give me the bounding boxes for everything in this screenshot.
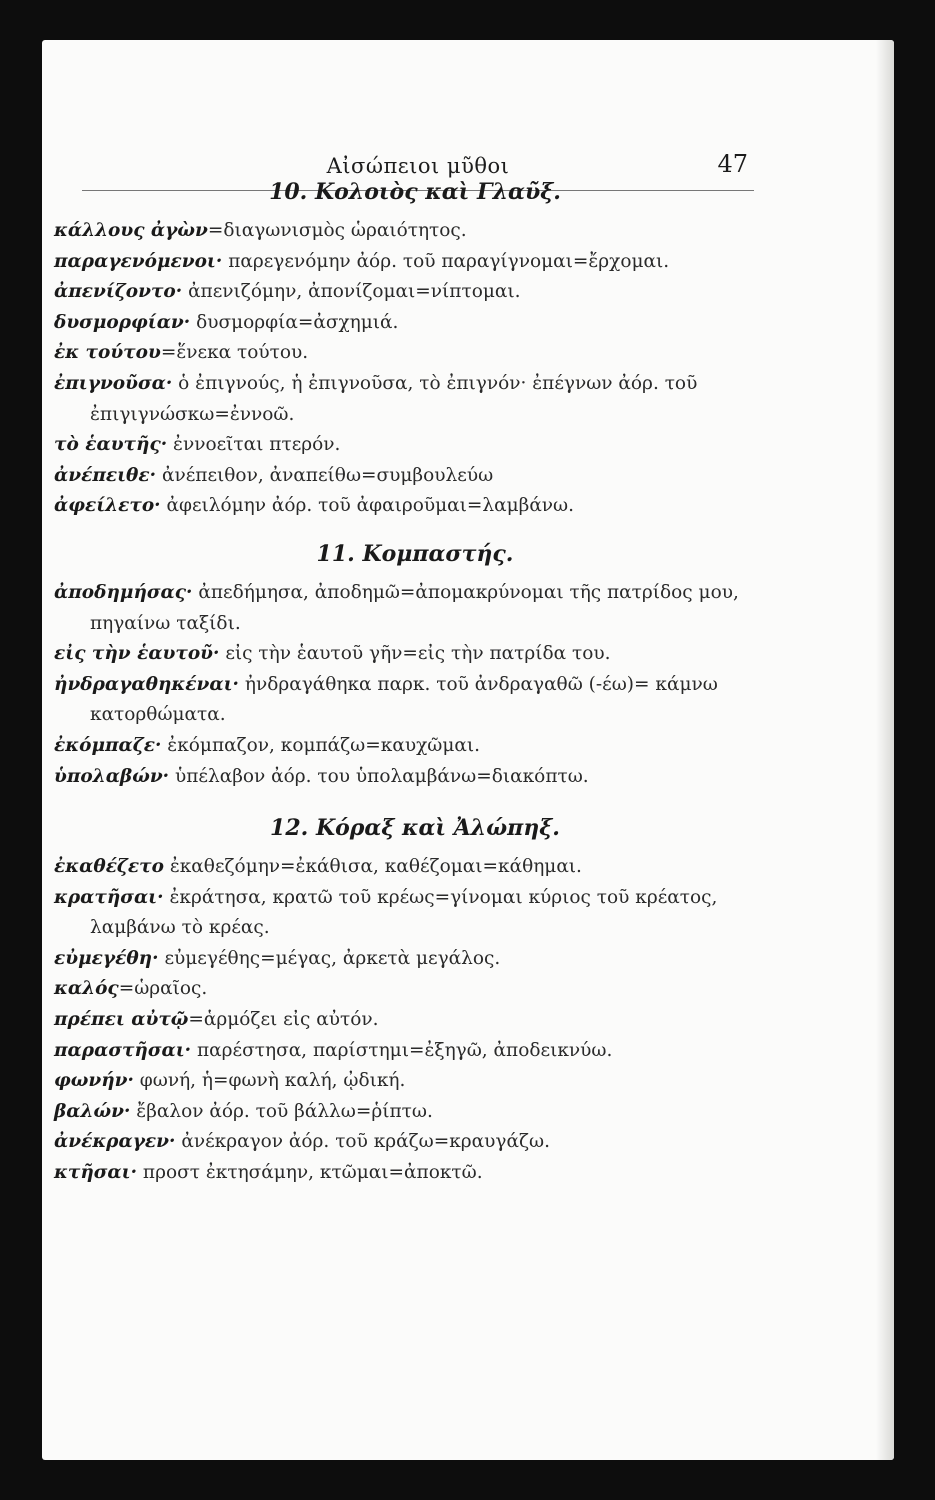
- headword: τὸ ἑαυτῆς·: [54, 434, 168, 456]
- gloss: ἀπενιζόμην, ἀπονίζομαι=νίπτομαι.: [182, 281, 521, 303]
- headword: ἀφείλετο·: [54, 495, 161, 517]
- section-11: [54, 530, 744, 792]
- headword: ἐκ τούτου: [54, 342, 161, 364]
- glossary-entry: [54, 578, 744, 639]
- gloss: ὁ ἐπιγνούς, ἡ ἐπιγνοῦσα, τὸ ἐπιγνόν· ἐπέγνων ἀόρ. τοῦ ἐπιγιγνώσκω=ἐννοῶ.: [90, 372, 698, 425]
- gloss: προστ ἐκτησάμην, κτῶμαι=ἀποκτῶ.: [137, 1162, 483, 1184]
- page-gutter-shadow: [876, 40, 894, 1460]
- gloss: ὑπέλαβον ἀόρ. του ὑπολαμβάνω=διακόπτω.: [169, 765, 589, 787]
- gloss: ἐννοεῖται πτερόν.: [167, 434, 341, 456]
- glossary-entry: [54, 338, 744, 369]
- section-12: [54, 804, 744, 1189]
- glossary-content: [54, 168, 744, 1189]
- headword: ἀνέπειθε·: [54, 464, 157, 486]
- glossary-entry: [54, 1158, 744, 1189]
- glossary-entry: [54, 974, 744, 1005]
- gloss: εὐμεγέθης=μέγας, ἀρκετὰ μεγάλος.: [158, 947, 501, 969]
- headword: παραστῆσαι·: [54, 1039, 192, 1061]
- headword: δυσμορφίαν·: [54, 311, 191, 333]
- section-title: 10. Κολοιὸς καὶ Γλαῦξ.: [269, 179, 561, 205]
- gloss: =ἕνεκα τούτου.: [160, 342, 309, 364]
- headword: ἐπιγνοῦσα·: [54, 372, 173, 394]
- headword: εἰς τὴν ἑαυτοῦ·: [54, 643, 220, 665]
- section-title: 11. Κομπαστής.: [316, 540, 514, 567]
- section-10: [54, 168, 744, 522]
- glossary-entry: [54, 1005, 744, 1036]
- headword: πρέπει αὐτῷ: [54, 1009, 189, 1031]
- gloss: ἐκαθεζόμην=ἐκάθισα, καθέζομαι=κάθημαι.: [163, 856, 582, 878]
- gloss: ἀπεδήμησα, ἀποδημῶ=ἀπομακρύνομαι τῆς πατρίδος μου, πηγαίνω ταξίδι.: [90, 581, 739, 634]
- glossary-entry: [54, 731, 744, 762]
- headword: βαλών·: [54, 1100, 131, 1122]
- headword: ἀπενίζοντο·: [54, 281, 183, 303]
- gloss: =ὡραῖος.: [118, 978, 208, 1000]
- headword: εὐμεγέθη·: [54, 947, 159, 969]
- glossary-entry: [54, 670, 744, 731]
- gloss: ἔβαλον ἀόρ. τοῦ βάλλω=ῥίπτω.: [130, 1100, 433, 1122]
- glossary-entry: [54, 491, 744, 522]
- glossary-entry: [54, 308, 744, 339]
- headword: ἀποδημήσας·: [54, 581, 193, 603]
- gloss: ἠνδραγάθηκα παρκ. τοῦ ἀνδραγαθῶ (-έω)= κάμνω κατορθώματα.: [90, 673, 718, 726]
- gloss: παρέστησα, παρίστημι=ἐξηγῶ, ἀποδεικνύω.: [191, 1039, 613, 1061]
- gloss: παρεγενόμην ἀόρ. τοῦ παραγίγνομαι=ἔρχομαι.: [222, 250, 670, 272]
- gloss: εἰς τὴν ἑαυτοῦ γῆν=εἰς τὴν πατρίδα του.: [219, 643, 611, 665]
- glossary-entry: [54, 639, 744, 670]
- gloss: ἀνέκραγον ἀόρ. τοῦ κράζω=κραυγάζω.: [175, 1131, 550, 1153]
- glossary-entry: [54, 762, 744, 793]
- headword: παραγενόμενοι·: [54, 250, 223, 272]
- glossary-entry: [54, 944, 744, 975]
- glossary-entry: [54, 1127, 744, 1158]
- page-number: 47: [717, 150, 748, 178]
- glossary-entry: [54, 430, 744, 461]
- headword: ἠνδραγαθηκέναι·: [54, 673, 239, 695]
- gloss: ἀνέπειθον, ἀναπείθω=συμβουλεύω: [156, 464, 494, 486]
- glossary-entry: [54, 247, 744, 278]
- glossary-entry: [54, 1097, 744, 1128]
- section-title: 12. Κόραξ καὶ Ἀλώπηξ.: [270, 815, 560, 842]
- headword: καλός: [54, 978, 119, 1000]
- gloss: ἐκράτησα, κρατῶ τοῦ κρέως=γίνομαι κύριος τοῦ κρέατος, λαμβάνω τὸ κρέας.: [90, 886, 718, 939]
- headword: κτῆσαι·: [54, 1162, 138, 1184]
- headword: κρατῆσαι·: [54, 886, 164, 908]
- headword: φωνήν·: [54, 1070, 134, 1092]
- glossary-entry: [54, 461, 744, 492]
- headword: κάλλους ἀγὼν: [54, 220, 208, 241]
- gloss: δυσμορφία=ἀσχημιά.: [190, 311, 399, 333]
- headword: ἀνέκραγεν·: [54, 1131, 176, 1153]
- glossary-entry: [54, 883, 744, 944]
- glossary-entry: [54, 852, 744, 883]
- headword: ἐκαθέζετο: [54, 856, 164, 878]
- glossary-entry: [54, 1036, 744, 1067]
- headword: ὑπολαβών·: [54, 765, 170, 787]
- glossary-entry: [54, 277, 744, 308]
- running-title: Αἰσώπειοι μῦθοι: [326, 154, 510, 178]
- glossary-entry: [54, 369, 744, 430]
- gloss: ἐκόμπαζον, κομπάζω=καυχῶμαι.: [161, 734, 481, 756]
- glossary-entry: [54, 216, 744, 247]
- gloss: =ἁρμόζει εἰς αὐτόν.: [188, 1009, 379, 1031]
- headword: ἐκόμπαζε·: [54, 734, 162, 756]
- gloss: ἀφειλόμην ἀόρ. τοῦ ἀφαιροῦμαι=λαμβάνω.: [160, 495, 575, 517]
- glossary-entry: [54, 1066, 744, 1097]
- gloss: φωνή, ἡ=φωνὴ καλή, ᾠδική.: [133, 1070, 406, 1092]
- gloss: =διαγωνισμὸς ὡραιότητος.: [207, 220, 467, 241]
